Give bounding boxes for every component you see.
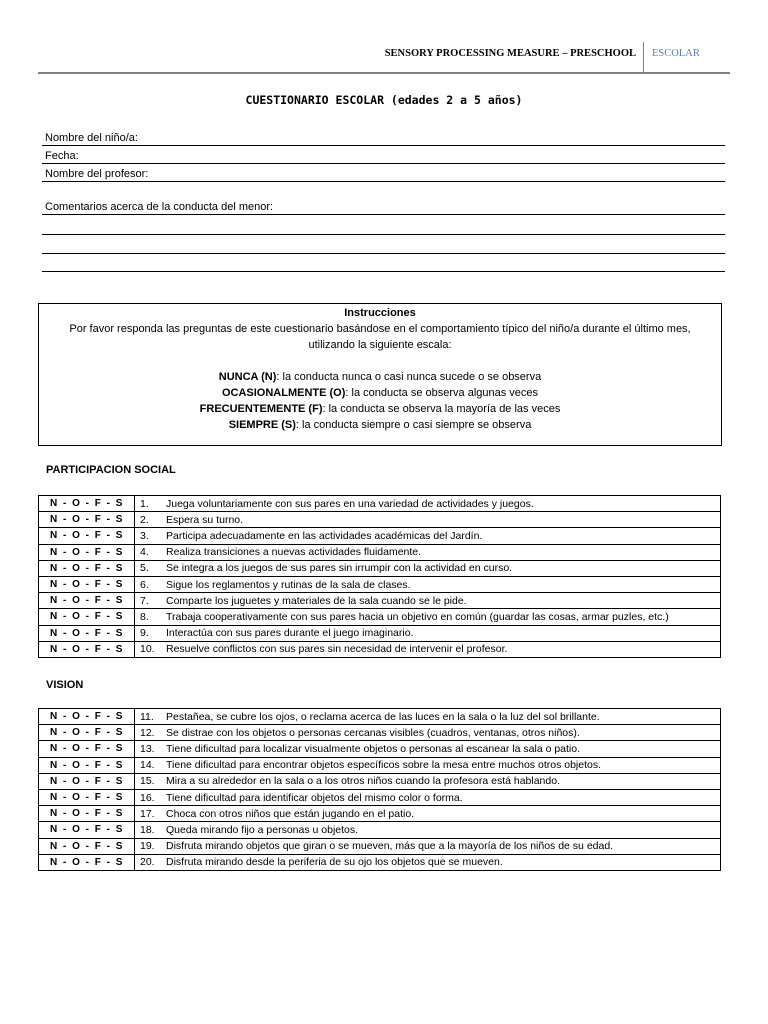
table-row xyxy=(39,725,721,741)
teacher-label: Nombre del profesor: xyxy=(45,168,149,180)
item-number: 15. xyxy=(135,773,167,789)
item-number: 16. xyxy=(135,789,167,805)
rating-scale[interactable]: N - O - F - S xyxy=(39,773,135,789)
table-row xyxy=(39,625,721,641)
item-text: Realiza transiciones a nuevas actividades fluidamente. xyxy=(166,544,721,560)
table-row xyxy=(39,789,721,805)
rating-scale[interactable]: N - O - F - S xyxy=(39,757,135,773)
header-rule xyxy=(38,72,730,74)
rating-scale[interactable]: N - O - F - S xyxy=(39,560,135,576)
comments-line[interactable] xyxy=(42,233,725,235)
child-name-field[interactable] xyxy=(42,128,725,146)
table-row xyxy=(39,854,721,870)
social-items-table xyxy=(38,495,721,658)
item-number: 4. xyxy=(135,544,167,560)
scale-always: SIEMPRE (S): la conducta siempre o casi siempre se observa xyxy=(228,419,532,431)
item-text: Choca con otros niños que están jugando en el patio. xyxy=(166,806,721,822)
comments-field[interactable] xyxy=(42,197,725,215)
item-text: Comparte los juguetes y materiales de la sala cuando se le pide. xyxy=(166,593,721,609)
rating-scale[interactable]: N - O - F - S xyxy=(39,854,135,870)
item-number: 12. xyxy=(135,725,167,741)
item-text: Pestañea, se cubre los ojos, o reclama acerca de las luces en la sala o la luz del sol brillante. xyxy=(166,709,721,725)
rating-scale[interactable]: N - O - F - S xyxy=(39,625,135,641)
comments-line[interactable] xyxy=(42,252,725,254)
rating-scale[interactable]: N - O - F - S xyxy=(39,725,135,741)
item-number: 17. xyxy=(135,806,167,822)
table-row xyxy=(39,822,721,838)
header-divider xyxy=(643,42,644,73)
item-number: 19. xyxy=(135,838,167,854)
item-number: 9. xyxy=(135,625,167,641)
rating-scale[interactable]: N - O - F - S xyxy=(39,806,135,822)
table-row xyxy=(39,496,721,512)
rating-scale[interactable]: N - O - F - S xyxy=(39,822,135,838)
item-text: Espera su turno. xyxy=(166,512,721,528)
table-row xyxy=(39,741,721,757)
instructions-text: Por favor responda las preguntas de este cuestionario basándose en el comportamiento típico del niño/a durante el último mes, xyxy=(69,323,691,335)
comments-line[interactable] xyxy=(42,270,725,272)
table-row xyxy=(39,609,721,625)
table-row xyxy=(39,641,721,657)
scale-never: NUNCA (N): la conducta nunca o casi nunca sucede o se observa xyxy=(218,371,542,383)
section-title-vision: VISION xyxy=(46,679,84,691)
rating-scale[interactable]: N - O - F - S xyxy=(39,544,135,560)
comments-label: Comentarios acerca de la conducta del menor: xyxy=(45,201,274,213)
item-text: Trabaja cooperativamente con sus pares hacia un objetivo en común (guardar las cosas, armar puzles, etc.) xyxy=(166,609,721,625)
item-text: Interactúa con sus pares durante el juego imaginario. xyxy=(166,625,721,641)
rating-scale[interactable]: N - O - F - S xyxy=(39,641,135,657)
rating-scale[interactable]: N - O - F - S xyxy=(39,593,135,609)
child-name-label: Nombre del niño/a: xyxy=(45,132,138,144)
date-field[interactable] xyxy=(42,146,725,164)
scale-occasionally: OCASIONALMENTE (O): la conducta se observa algunas veces xyxy=(221,387,539,399)
item-text: Tiene dificultad para localizar visualmente objetos o personas al escanear la sala o patio. xyxy=(166,741,721,757)
item-number: 1. xyxy=(135,496,167,512)
table-row xyxy=(39,560,721,576)
item-text: Juega voluntariamente con sus pares en una variedad de actividades y juegos. xyxy=(166,496,721,512)
instructions-title: Instrucciones xyxy=(344,307,416,319)
rating-scale[interactable]: N - O - F - S xyxy=(39,528,135,544)
rating-scale[interactable]: N - O - F - S xyxy=(39,512,135,528)
item-text: Tiene dificultad para encontrar objetos específicos sobre la mesa entre muchos otros objetos. xyxy=(166,757,721,773)
rating-scale[interactable]: N - O - F - S xyxy=(39,496,135,512)
table-row xyxy=(39,709,721,725)
item-number: 2. xyxy=(135,512,167,528)
section-title-social: PARTICIPACION SOCIAL xyxy=(46,464,176,476)
item-number: 11. xyxy=(135,709,167,725)
item-number: 7. xyxy=(135,593,167,609)
item-number: 8. xyxy=(135,609,167,625)
item-text: Disfruta mirando objetos que giran o se mueven, más que a la mayoría de los niños de su edad. xyxy=(166,838,721,854)
table-row xyxy=(39,593,721,609)
instructions-box xyxy=(38,303,722,446)
item-number: 14. xyxy=(135,757,167,773)
instructions-text: utilizando la siguiente escala: xyxy=(308,339,452,351)
item-number: 5. xyxy=(135,560,167,576)
rating-scale[interactable]: N - O - F - S xyxy=(39,709,135,725)
item-number: 6. xyxy=(135,576,167,592)
item-text: Se distrae con los objetos o personas cercanas visibles (cuadros, ventanas, otros niños). xyxy=(166,725,721,741)
item-text: Se integra a los juegos de sus pares sin irrumpir con la actividad en curso. xyxy=(166,560,721,576)
item-number: 13. xyxy=(135,741,167,757)
item-number: 18. xyxy=(135,822,167,838)
item-number: 3. xyxy=(135,528,167,544)
table-row xyxy=(39,806,721,822)
item-number: 10. xyxy=(135,641,167,657)
table-row xyxy=(39,512,721,528)
rating-scale[interactable]: N - O - F - S xyxy=(39,789,135,805)
item-text: Sigue los reglamentos y rutinas de la sala de clases. xyxy=(166,576,721,592)
item-number: 20. xyxy=(135,854,167,870)
item-text: Tiene dificultad para identificar objetos del mismo color o forma. xyxy=(166,789,721,805)
table-row xyxy=(39,528,721,544)
page-title: CUESTIONARIO ESCOLAR (edades 2 a 5 años) xyxy=(245,93,523,107)
scale-frequently: FRECUENTEMENTE (F): la conducta se observa la mayoría de las veces xyxy=(199,403,561,415)
header-title: SENSORY PROCESSING MEASURE – PRESCHOOL xyxy=(384,48,636,59)
item-text: Disfruta mirando desde la periferia de su ojo los objetos que se mueven. xyxy=(166,854,721,870)
table-row xyxy=(39,838,721,854)
item-text: Participa adecuadamente en las actividades académicas del Jardín. xyxy=(166,528,721,544)
table-row xyxy=(39,773,721,789)
table-row xyxy=(39,757,721,773)
date-label: Fecha: xyxy=(45,150,79,162)
table-row xyxy=(39,576,721,592)
table-row xyxy=(39,544,721,560)
teacher-field[interactable] xyxy=(42,164,725,182)
item-text: Resuelve conflictos con sus pares sin necesidad de intervenir el profesor. xyxy=(166,641,721,657)
rating-scale[interactable]: N - O - F - S xyxy=(39,838,135,854)
vision-items-table xyxy=(38,708,721,871)
rating-scale[interactable]: N - O - F - S xyxy=(39,576,135,592)
item-text: Mira a su alrededor en la sala o a los otros niños cuando la profesora está hablando. xyxy=(166,773,721,789)
rating-scale[interactable]: N - O - F - S xyxy=(39,741,135,757)
header-label: ESCOLAR xyxy=(652,48,700,59)
rating-scale[interactable]: N - O - F - S xyxy=(39,609,135,625)
item-text: Queda mirando fijo a personas u objetos. xyxy=(166,822,721,838)
